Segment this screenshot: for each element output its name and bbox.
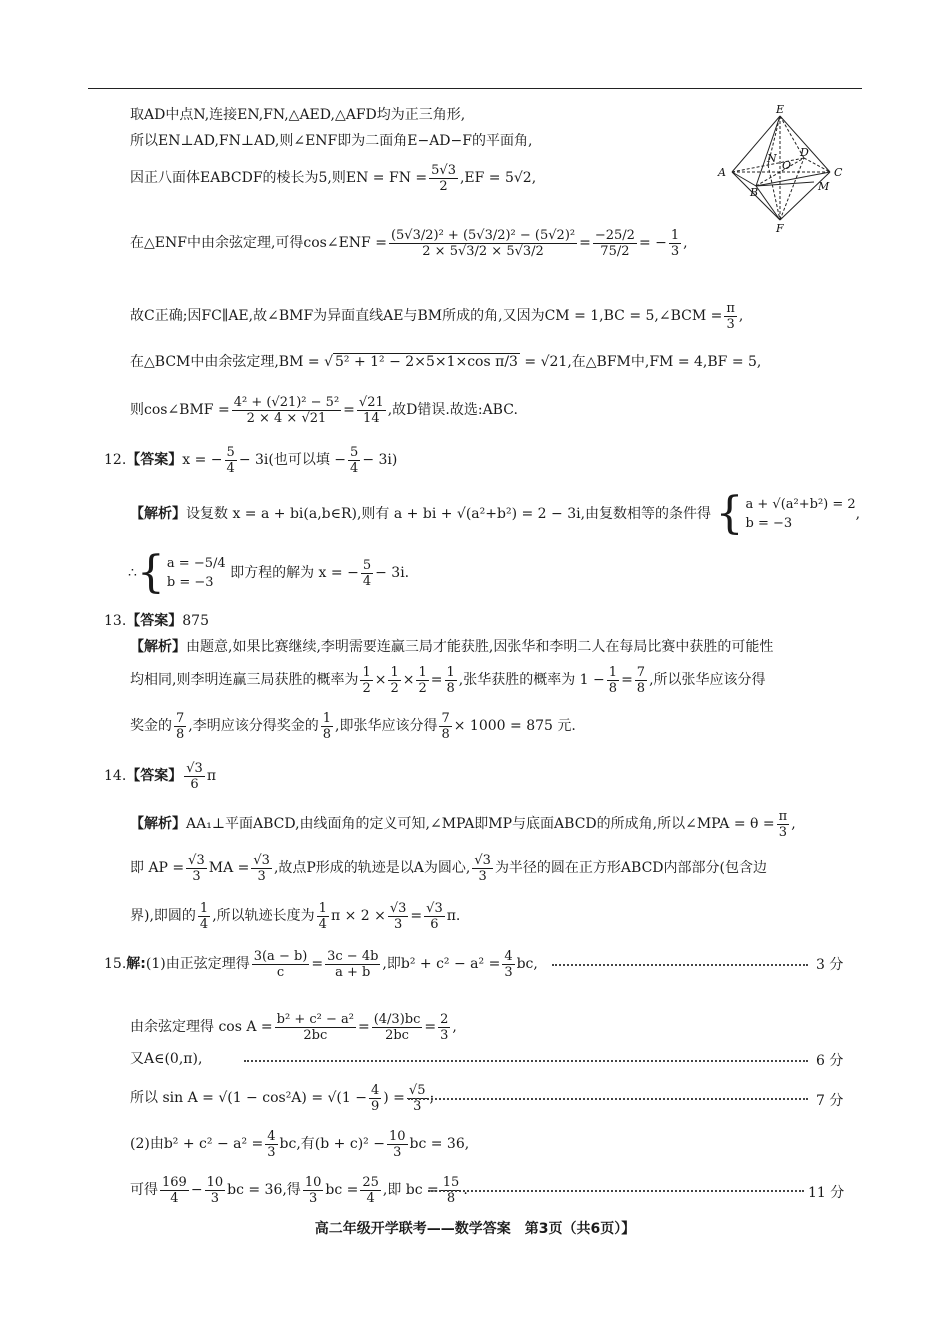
q15-line-6: 可得 $\frac{169}{4}$ − $\frac{10}{3}$ bc = 36,得 $\frac{10}{3}$ bc = $\frac{25}{4}$ ,即 bc = $\frac{15}{8}$ . [130,1174,468,1206]
q15-dots-4 [408,1098,808,1100]
q13-analysis-line-3: 奖金的 $\frac{7}{8}$ ,李明应该分得奖金的 $\frac{1}{8}$ ,即张华应该分得 $\frac{7}{8}$ × 1000 = 875 元. [130,710,576,742]
q11-line-4: 在△ENF中由余弦定理,可得cos∠ENF = $\frac{\text{(5√3/2)² + (5√3/2)² − (5√2)²}}{2 \times 5√3/2 \times 5√3/2}$ = $\frac{-25/2}{75/2}$ = − $\frac{1}{3}$ , [130,227,688,259]
q11-line-1: 取AD中点N,连接EN,FN,△AED,△AFD均为正三角形, [130,107,466,123]
octahedron-figure [712,102,852,234]
q14-answer-line: 14.【答案】 $\frac{√3}{6}$ π [104,760,217,792]
q11-line-3: 因正八面体EABCDF的棱长为5,则EN = FN = $\frac{5√3}{2}$ ,EF = 5√2, [130,162,537,194]
q12-answer-line: 12.【答案】x = − $\frac{5}{4}$ − 3i(也可以填 − $\frac{5}{4}$ − 3i) [104,444,398,476]
q13-analysis-line-1: 【解析】由题意,如果比赛继续,李明需要连赢三局才能获胜,因张华和李明二人在每局比赛中获胜的可能性 [130,639,774,655]
q15-dots-3 [244,1060,808,1062]
page-footer: 高二年级开学联考——数学答案 第3页（共6页）】 [314,1221,636,1237]
q15-line-2: 由余弦定理得 cos A = $\frac{\text{b² + c² − a²}}{2bc}$ = $\frac{(4/3)bc}{2bc}$ = $\frac{2}{3}$ , [130,1011,457,1043]
q12-conclusion-line: ∴{ a = −5/4 b = −3 即方程的解为 x = − $\frac{5}{4}$ − 3i. [128,547,410,598]
q15-score-4: 7 分 [816,1093,844,1109]
header-rule [88,88,862,89]
fig-label-o: O [782,159,792,172]
fig-label-m: M [818,180,830,193]
q14-analysis-line-2: 即 AP = $\frac{√3}{3}$ MA = $\frac{√3}{3}$ ,故点P形成的轨迹是以A为圆心, $\frac{√3}{3}$ 为半径的圆在正方形ABCD内部部分(包含边 [130,852,767,884]
q14-analysis-line-1: 【解析】AA₁⊥平面ABCD,由线面角的定义可知,∠MPA即MP与底面ABCD的所成角,所以∠MPA = θ = $\frac{\pi}{3}$ , [130,808,796,840]
q15-line-1: 15.解:(1)由正弦定理得 $\frac{3(a - b)}{c}$ = $\frac{3c - 4b}{a + b}$ ,即b² + c² − a² = $\frac{4}{3}$ bc, [104,948,538,980]
q13-analysis-line-2: 均相同,则李明连赢三局获胜的概率为 $\frac{1}{2}$ × $\frac{1}{2}$ × $\frac{1}{2}$ = $\frac{1}{8}$ ,张华获胜的概率为 1 − $\frac{1}{8}$ = $\frac{7}{8}$ ,所以张华应该分得 [130,664,766,696]
fig-label-n: N [767,152,777,165]
q12-analysis-line: 【解析】设复数 x = a + bi(a,b∈R),则有 a + bi + √(a²+b²) = 2 − 3i,由复数相等的条件得 { a + √(a²+b²) = 2 b = −3 , [130,488,861,539]
q15-score-1: 3 分 [816,957,844,973]
fig-label-b: B [750,186,759,199]
q15-score-6: 11 分 [808,1185,845,1201]
q11-line-5: 故C正确;因FC∥AE,故∠BMF为异面直线AE与BM所成的角,又因为CM = 1,BC = 5,∠BCM = $\frac{\pi}{3}$ , [130,300,744,332]
q14-analysis-line-3: 界),即圆的 $\frac{1}{4}$ ,所以轨迹长度为 $\frac{1}{4}$ π × 2 × $\frac{√3}{3}$ = $\frac{√3}{6}$ π. [130,900,461,932]
q13-answer-line: 13.【答案】875 [104,613,209,629]
fig-label-e: E [776,103,785,116]
q11-line-6: 在△BCM中由余弦定理,BM = √ 5² + 1² − 2×5×1×cos π/3 = √21,在△BFM中,FM = 4,BF = 5, [130,354,762,370]
fig-label-d: D [800,146,809,159]
q15-dots-1 [552,964,808,966]
fig-label-c: C [834,166,843,179]
q11-line-7: 则cos∠BMF = $\frac{\text{4² + (√21)² − 5²}}{2 \times 4 \times √21}$ = $\frac{√21}{14}$ ,故D错误.故选:ABC. [130,394,518,426]
fig-label-f: F [776,222,784,234]
q15-score-3: 6 分 [816,1053,844,1069]
fig-label-a: A [718,166,726,179]
q11-line-2: 所以EN⊥AD,FN⊥AD,则∠ENF即为二面角E−AD−F的平面角, [130,133,533,149]
q15-line-3: 又A∈(0,π), [130,1051,203,1067]
q15-line-5: (2)由b² + c² − a² = $\frac{4}{3}$ bc,有(b + c)² − $\frac{10}{3}$ bc = 36, [130,1128,470,1160]
q15-dots-6 [428,1190,804,1192]
q15-line-4: 所以 sin A = √(1 − cos²A) = √(1 − $\frac{4}{9}$ ) = $\frac{√5}{3}$ ; [130,1082,435,1114]
